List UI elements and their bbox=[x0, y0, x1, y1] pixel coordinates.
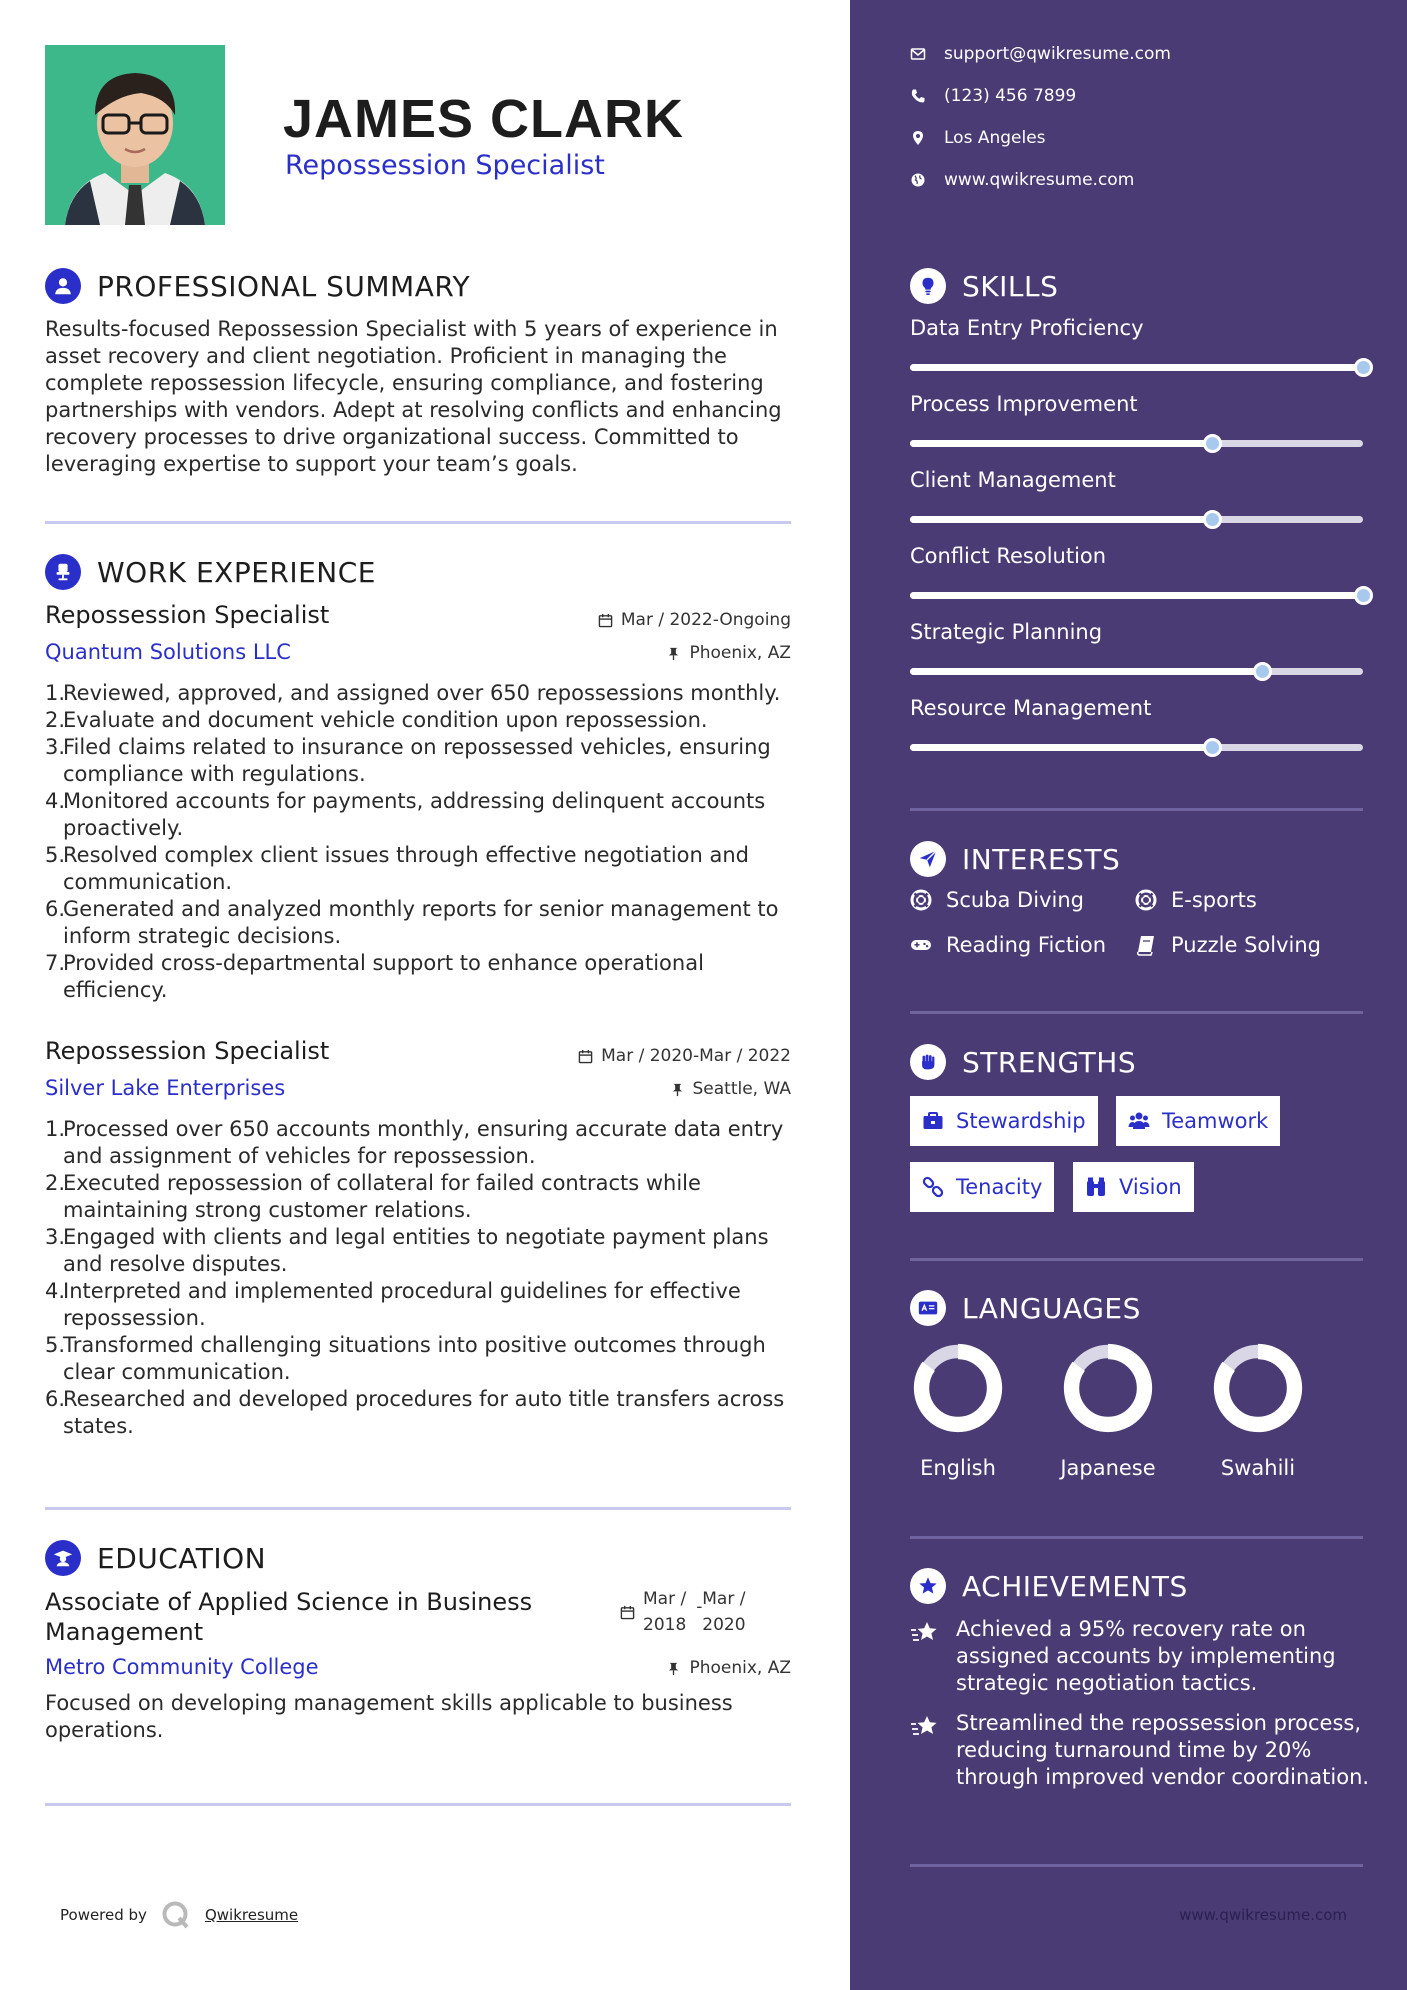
lifebuoy-icon bbox=[910, 889, 932, 911]
interests-header bbox=[910, 841, 1120, 877]
email-text[interactable]: support@qwikresume.com bbox=[944, 44, 1171, 64]
duty-list bbox=[45, 680, 807, 1004]
achievement-item bbox=[910, 1616, 1370, 1697]
lightbulb-icon bbox=[910, 268, 946, 304]
job-location bbox=[670, 1079, 792, 1099]
skill-bar-fill bbox=[910, 744, 1212, 751]
list-item: 6. Generated and analyzed monthly reports for senior management to inform strategic decisions. bbox=[45, 897, 779, 948]
portrait-image bbox=[45, 45, 225, 225]
skill-name: Client Management bbox=[910, 468, 1116, 492]
list-item: 1. Reviewed, approved, and assigned over 650 repossessions monthly. bbox=[45, 681, 781, 705]
candidate-title: Repossession Specialist bbox=[285, 150, 605, 181]
divider bbox=[910, 1864, 1363, 1867]
skill-name: Strategic Planning bbox=[910, 620, 1103, 644]
briefcase-icon bbox=[922, 1110, 944, 1132]
language-icon bbox=[910, 1290, 946, 1326]
interest-item: Reading Fiction bbox=[910, 933, 1106, 957]
sidebar bbox=[850, 0, 1407, 1990]
skill-name: Conflict Resolution bbox=[910, 544, 1107, 568]
summary-heading: PROFESSIONAL SUMMARY bbox=[97, 269, 471, 303]
skill-level-knob bbox=[1203, 434, 1222, 453]
list-item: 5. Transformed challenging situations into positive outcomes through clear communication. bbox=[45, 1333, 766, 1384]
skill-name: Process Improvement bbox=[910, 392, 1138, 416]
language-item bbox=[1048, 1340, 1168, 1480]
skill-bar-fill bbox=[910, 668, 1262, 675]
envelope-icon bbox=[910, 46, 926, 62]
phone-icon bbox=[910, 88, 926, 104]
skill-name: Resource Management bbox=[910, 696, 1152, 720]
language-name: Swahili bbox=[1220, 1456, 1296, 1480]
education-heading: EDUCATION bbox=[97, 1541, 267, 1575]
gamepad-icon bbox=[910, 934, 932, 956]
fist-icon bbox=[910, 1044, 946, 1080]
strength-chip: Teamwork bbox=[1116, 1096, 1280, 1146]
powered-by-label: Powered by bbox=[60, 1906, 147, 1924]
footer-site-link[interactable]: www.qwikresume.com bbox=[1179, 1906, 1347, 1924]
job-dates-text: Mar / 2022-Ongoing bbox=[620, 610, 791, 630]
interest-item: Puzzle Solving bbox=[1135, 933, 1321, 957]
skill-bar bbox=[910, 364, 1363, 371]
skills-header bbox=[910, 268, 1058, 304]
skill-bar-fill bbox=[910, 364, 1363, 371]
job-location-text: Seattle, WA bbox=[692, 1079, 791, 1099]
candidate-name: JAMES CLARK bbox=[283, 89, 685, 149]
graduate-icon bbox=[45, 1540, 81, 1576]
list-item: 1. Processed over 650 accounts monthly, ensuring accurate data entry and assignment of vehicles for repossession. bbox=[45, 1117, 784, 1168]
qwikresume-logo-icon bbox=[161, 1900, 191, 1930]
binoculars-icon bbox=[1085, 1176, 1107, 1198]
job-dates-text: Mar / 2020-Mar / 2022 bbox=[601, 1046, 791, 1066]
skill-bar-fill bbox=[910, 592, 1363, 599]
languages-heading: LANGUAGES bbox=[962, 1291, 1141, 1325]
star-badge-icon bbox=[910, 1568, 946, 1604]
skill-bar bbox=[910, 592, 1363, 599]
education-dates bbox=[620, 1586, 746, 1638]
skill-level-knob bbox=[1354, 358, 1373, 377]
list-item: 3. Engaged with clients and legal entities to negotiate payment plans and resolve disputes. bbox=[45, 1225, 769, 1276]
interest-item: E-sports bbox=[1135, 888, 1257, 912]
job-title: Repossession Specialist bbox=[45, 601, 330, 629]
skill-bar bbox=[910, 668, 1363, 675]
contact-email bbox=[910, 44, 1171, 64]
achievements-header bbox=[910, 1568, 1188, 1604]
list-item: 6. Researched and developed procedures for auto title transfers across states. bbox=[45, 1387, 785, 1438]
language-name: English bbox=[920, 1456, 996, 1480]
education-location-text: Phoenix, AZ bbox=[689, 1658, 791, 1678]
achievement-item bbox=[910, 1710, 1370, 1791]
book-icon bbox=[1135, 934, 1157, 956]
language-item bbox=[898, 1340, 1018, 1480]
qwikresume-link[interactable]: Qwikresume bbox=[204, 1906, 299, 1924]
contact-phone bbox=[910, 86, 1076, 106]
pin-icon bbox=[666, 1661, 681, 1676]
list-item: 2. Evaluate and document vehicle condition upon repossession. bbox=[45, 708, 708, 732]
job-title: Repossession Specialist bbox=[45, 1037, 330, 1065]
interests-heading: INTERESTS bbox=[962, 842, 1121, 876]
summary-text: Results-focused Repossession Specialist with 5 years of experience in asset recovery and client negotiation. Proficient in managing the complete repossession lifecycle, ensuring compliance, and fostering partnerships with vendors. Adept at resolving conflicts and enhancing recovery processes to drive organizational success. Committed to leveraging expertise to support your team’s goals. bbox=[45, 317, 782, 476]
skill-level-knob bbox=[1354, 586, 1373, 605]
experience-heading: WORK EXPERIENCE bbox=[97, 555, 376, 589]
lifebuoy-icon bbox=[1135, 889, 1157, 911]
users-icon bbox=[1128, 1110, 1150, 1132]
strengths-header bbox=[910, 1044, 1136, 1080]
list-item: 2. Executed repossession of collateral for failed contracts while maintaining strong customer relations. bbox=[45, 1171, 701, 1222]
profile-photo bbox=[45, 45, 225, 225]
skill-bar-fill bbox=[910, 516, 1212, 523]
star-icon bbox=[910, 1618, 940, 1648]
summary-header bbox=[45, 268, 470, 304]
strength-chip: Stewardship bbox=[910, 1096, 1098, 1146]
language-ring bbox=[910, 1340, 1006, 1436]
job-company: Quantum Solutions LLC bbox=[45, 640, 291, 664]
list-item: 5. Resolved complex client issues through effective negotiation and communication. bbox=[45, 843, 750, 894]
location-text: Los Angeles bbox=[944, 128, 1046, 148]
skill-level-knob bbox=[1203, 738, 1222, 757]
school-name: Metro Community College bbox=[45, 1655, 319, 1679]
interest-item: Scuba Diving bbox=[910, 888, 1084, 912]
divider bbox=[910, 1011, 1363, 1014]
job-location-text: Phoenix, AZ bbox=[689, 643, 791, 663]
job-company: Silver Lake Enterprises bbox=[45, 1076, 286, 1100]
job-location bbox=[666, 643, 791, 663]
education-end: - Mar / 2020 bbox=[696, 1589, 746, 1635]
list-item: 4. Interpreted and implemented procedural guidelines for effective repossession. bbox=[45, 1279, 741, 1330]
phone-text: (123) 456 7899 bbox=[944, 86, 1077, 106]
calendar-icon bbox=[578, 1049, 593, 1064]
divider bbox=[45, 521, 791, 524]
calendar-icon bbox=[598, 613, 613, 628]
education-description: Focused on developing management skills applicable to business operations. bbox=[45, 1691, 733, 1742]
calendar-icon bbox=[620, 1605, 635, 1620]
user-icon bbox=[45, 268, 81, 304]
job-dates bbox=[598, 610, 791, 630]
contact-website bbox=[910, 170, 1134, 190]
divider bbox=[910, 1258, 1363, 1261]
languages-header bbox=[910, 1290, 1141, 1326]
list-item: 3. Filed claims related to insurance on repossessed vehicles, ensuring compliance with regulations. bbox=[45, 735, 771, 786]
degree-title: Associate of Applied Science in Business Management bbox=[45, 1588, 533, 1646]
language-item bbox=[1198, 1340, 1318, 1480]
experience-header bbox=[45, 554, 376, 590]
education-location bbox=[666, 1658, 791, 1678]
divider bbox=[45, 1803, 791, 1806]
contact-location bbox=[910, 128, 1046, 148]
language-ring bbox=[1060, 1340, 1156, 1436]
skill-level-knob bbox=[1203, 510, 1222, 529]
skill-bar bbox=[910, 440, 1363, 447]
achievements-heading: ACHIEVEMENTS bbox=[962, 1569, 1188, 1603]
globe-icon bbox=[910, 172, 926, 188]
skill-bar-fill bbox=[910, 440, 1212, 447]
divider bbox=[45, 1507, 791, 1510]
divider bbox=[910, 1536, 1363, 1539]
education-header bbox=[45, 1540, 266, 1576]
skill-level-knob bbox=[1253, 662, 1272, 681]
achievement-text: Achieved a 95% recovery rate on assigned accounts by implementing strategic negotiation tactics. bbox=[956, 1617, 1336, 1695]
achievement-text: Streamlined the repossession process, reducing turnaround time by 20% through improved vendor coordination. bbox=[956, 1711, 1370, 1789]
job-dates bbox=[578, 1046, 791, 1066]
skill-name: Data Entry Proficiency bbox=[910, 316, 1144, 340]
chair-icon bbox=[45, 554, 81, 590]
skills-heading: SKILLS bbox=[962, 269, 1059, 303]
strength-chip: Vision bbox=[1073, 1162, 1194, 1212]
powered-by bbox=[60, 1900, 298, 1930]
skill-bar bbox=[910, 516, 1363, 523]
education-start: Mar / 2018 bbox=[643, 1589, 687, 1635]
link-icon bbox=[922, 1176, 944, 1198]
language-name: Japanese bbox=[1060, 1456, 1156, 1480]
divider bbox=[910, 808, 1363, 811]
language-ring bbox=[1210, 1340, 1306, 1436]
duty-list bbox=[45, 1116, 807, 1440]
strength-chip: Tenacity bbox=[910, 1162, 1054, 1212]
list-item: 7. Provided cross-departmental support to enhance operational efficiency. bbox=[45, 951, 704, 1002]
pin-icon bbox=[666, 646, 681, 661]
strengths-heading: STRENGTHS bbox=[962, 1045, 1137, 1079]
star-icon bbox=[910, 1712, 940, 1742]
website-text[interactable]: www.qwikresume.com bbox=[944, 170, 1135, 190]
map-marker-icon bbox=[910, 130, 926, 146]
pin-icon bbox=[670, 1082, 685, 1097]
paper-plane-icon bbox=[910, 841, 946, 877]
skill-bar bbox=[910, 744, 1363, 751]
list-item: 4. Monitored accounts for payments, addressing delinquent accounts proactively. bbox=[45, 789, 766, 840]
